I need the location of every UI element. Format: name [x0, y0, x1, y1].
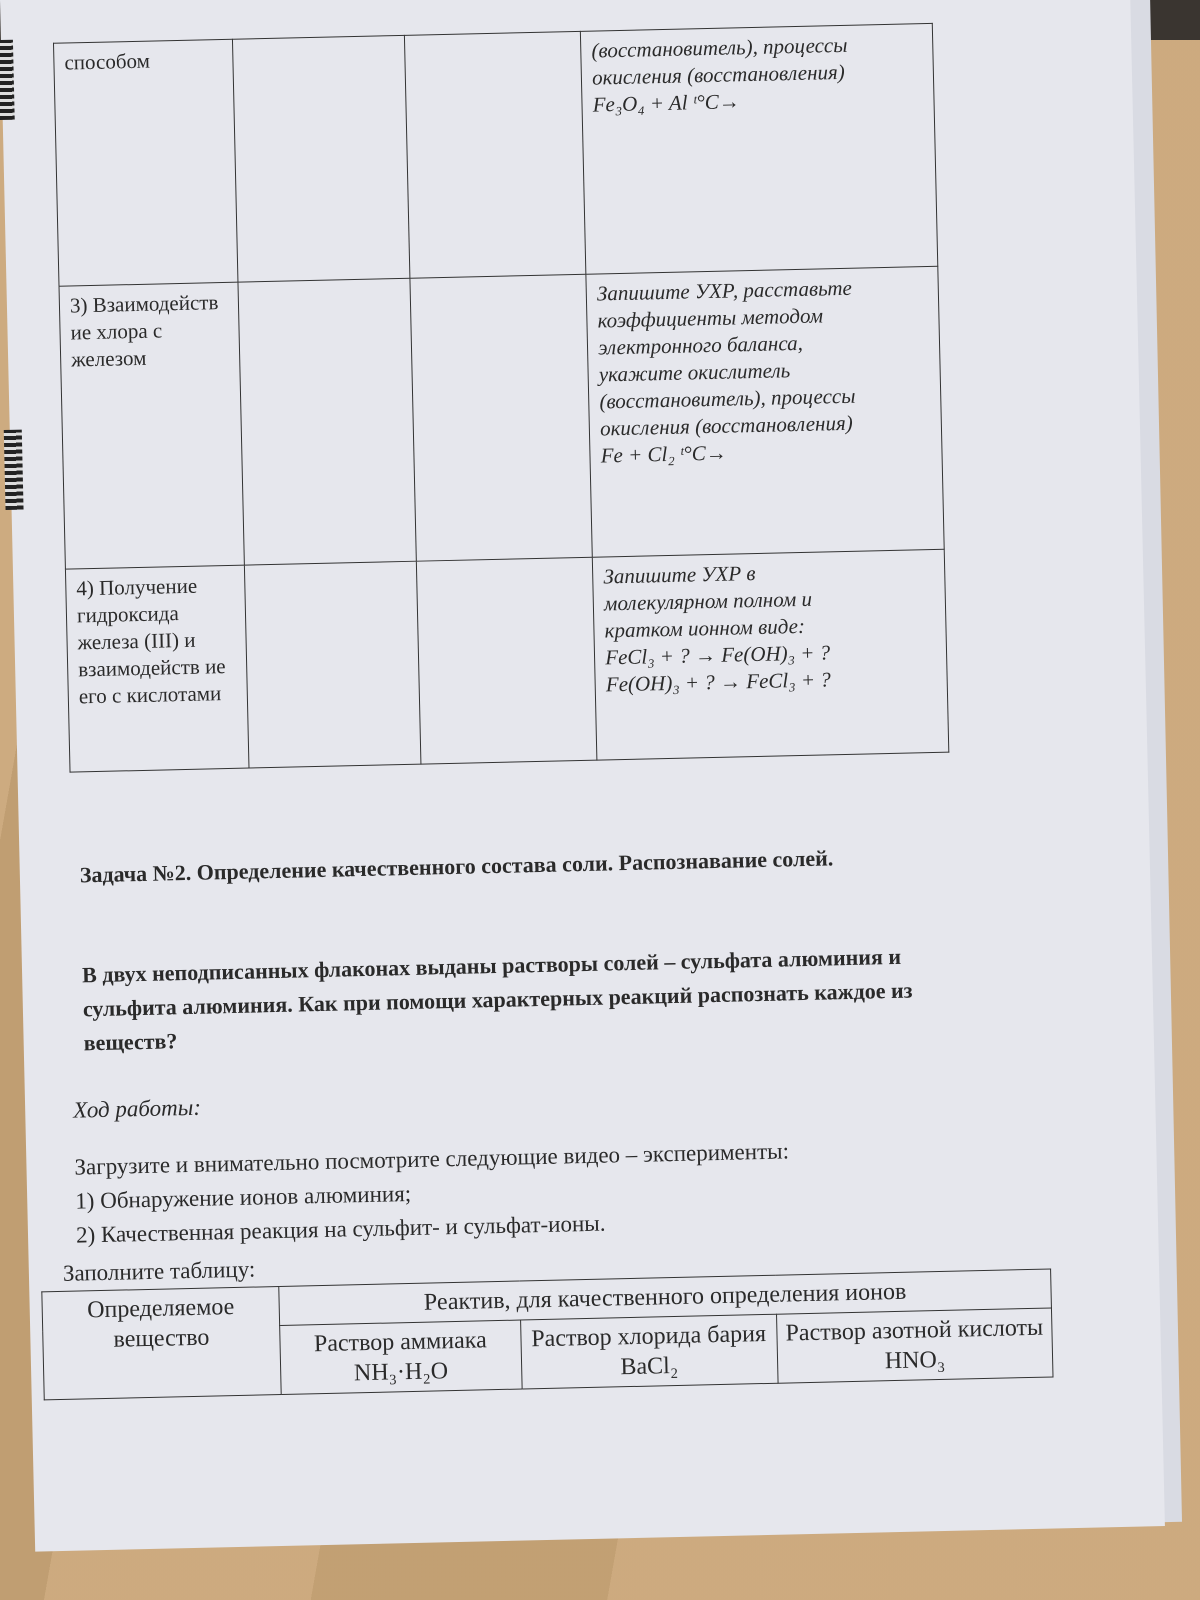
task2-question: В двух неподписанных флаконах выданы растворы солей – сульфата алюминия и сульфита алюминия. Как при помощи характерных реакций распознать каждое из веществ? [81, 943, 913, 1056]
empty-cell [410, 274, 593, 561]
column-header: Определяемое вещество [42, 1287, 281, 1400]
reaction-formula: FeCl₃ + ? → Fe(OH)₃ + ? [604, 640, 831, 670]
reagent-header: Раствор аммиака NH₃·H₂O [280, 1320, 522, 1394]
table-row [65, 549, 948, 772]
video-item-1: 1) Обнаружение ионов алюминия; [74, 1180, 412, 1214]
task-instructions: Запишите УХР в молекулярном полном и кратком ионном виде: FeCl₃ + ? → Fe(OH)₃ + ? Fe(OH)₃ + ? → FeCl₃ + ? [592, 549, 948, 760]
reagent-header: Раствор азотной кислоты HNO₃ [776, 1308, 1053, 1383]
experiment-name: 4) Получение гидроксида железа (III) и взаимодейств ие его с кислотами [65, 565, 249, 772]
binding-edge [4, 430, 24, 510]
reagent-header: Раствор хлорида бария BaCl₂ [520, 1314, 778, 1389]
group-header: Реактив, для качественного определения ионов [279, 1269, 1052, 1326]
task-instructions: (восстановитель), процессы окисления (восстановления) Fe₃O₄ + Al ᵗ°C→ [581, 23, 938, 274]
reaction-formula: Fe(OH)₃ + ? → FeCl₃ + ? [605, 667, 831, 697]
task2-title: Задача №2. Определение качественного состава соли. Распознавание солей. [79, 845, 834, 888]
instruction-text: Загрузите и внимательно посмотрите следующие видео – эксперименты: [74, 1138, 790, 1180]
procedure-heading: Ход работы: [72, 1094, 202, 1123]
reaction-formula: Fe + Cl₂ ᵗ°C→ [600, 440, 728, 468]
experiment-table [53, 23, 949, 773]
reagent-table [41, 1268, 1053, 1400]
reaction-formula: Fe₃O₄ + Al ᵗ°C→ [592, 89, 740, 117]
empty-cell [233, 35, 410, 282]
experiment-name: способом [53, 39, 238, 286]
empty-cell [238, 278, 416, 565]
empty-cell [416, 557, 597, 764]
table-row [59, 266, 944, 569]
table-row [53, 23, 937, 286]
fill-table-label: Заполните таблицу: [62, 1256, 256, 1286]
empty-cell [404, 31, 586, 278]
video-item-2: 2) Качественная реакция на сульфит- и сульфат-ионы. [75, 1210, 606, 1248]
experiment-name: 3) Взаимодейств ие хлора с железом [59, 282, 245, 569]
binding-edge [0, 40, 15, 120]
empty-cell [245, 561, 421, 768]
task-instructions: Запишите УХР, расставьте коэффициенты методом электронного баланса, укажите окислитель (восстановитель), процессы окисления (восстановления) Fe + Cl₂ ᵗ°C→ [586, 266, 944, 557]
